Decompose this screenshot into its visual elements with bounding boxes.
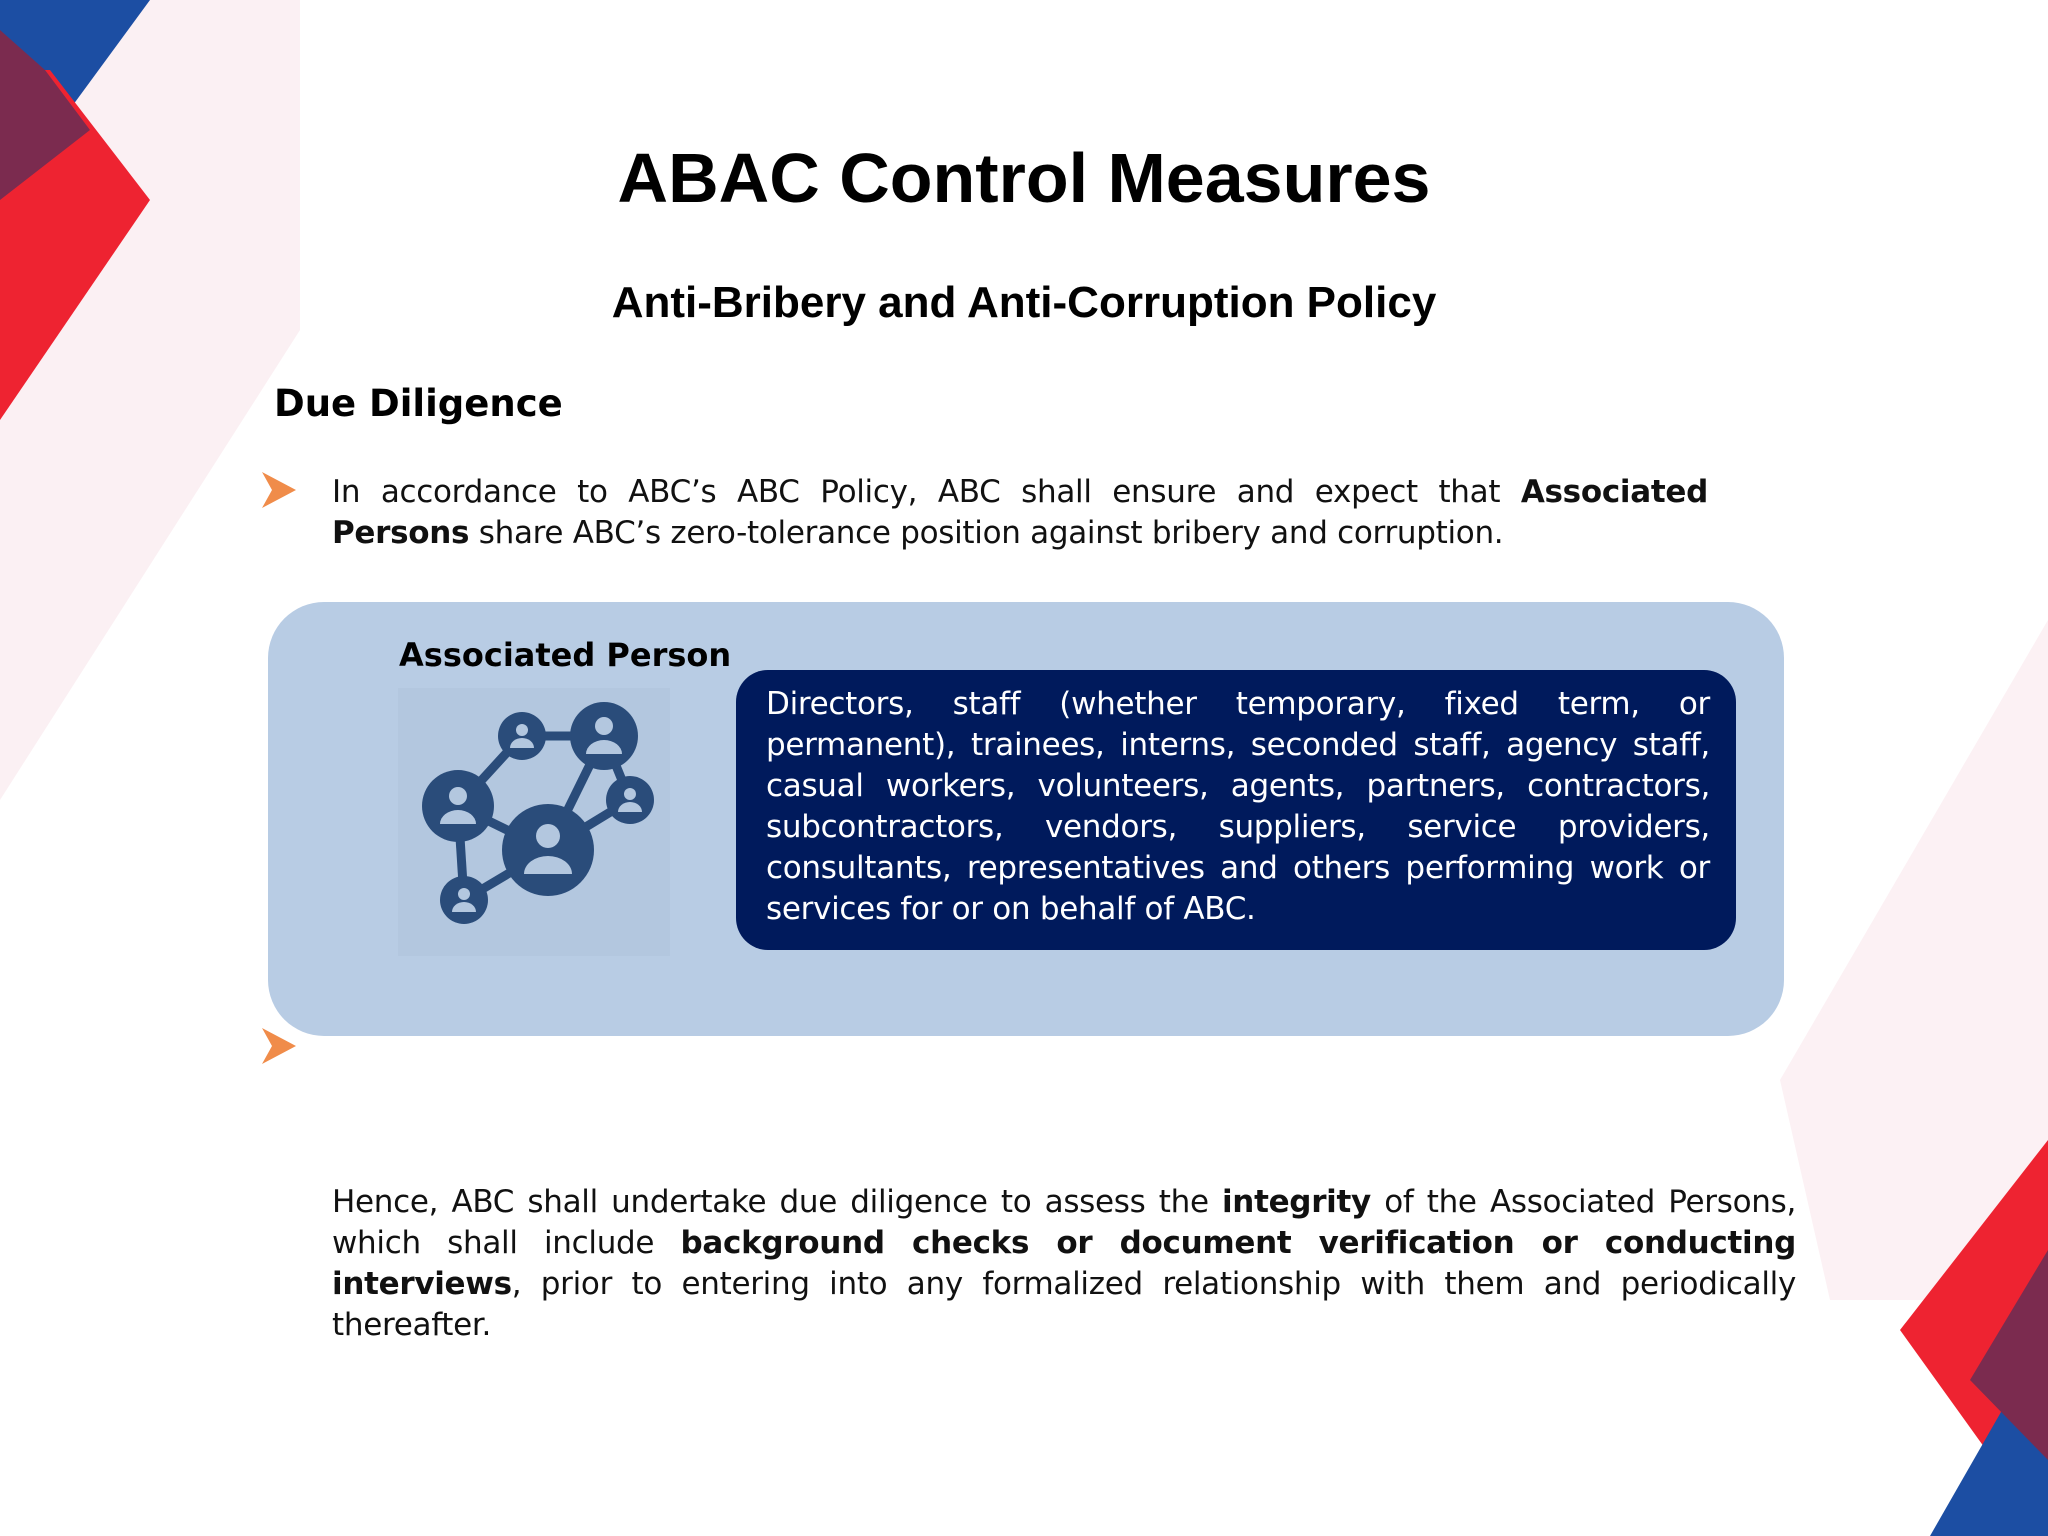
closing-text-3: , prior to entering into any formalized relationship with them and periodically thereafter. bbox=[332, 1266, 1796, 1343]
closing-bold-checks: background checks or document verification or conducting interviews bbox=[332, 1225, 1797, 1302]
associated-person-definition-box bbox=[736, 670, 1736, 950]
closing-text-1: Hence, ABC shall undertake due diligence to assess the bbox=[332, 1184, 1222, 1220]
network-people-icon bbox=[398, 688, 670, 956]
slide-subtitle: Anti-Bribery and Anti-Corruption Policy bbox=[611, 278, 1437, 327]
associated-person-label: Associated Person bbox=[399, 636, 732, 674]
closing-paragraph bbox=[332, 1182, 1796, 1346]
intro-paragraph bbox=[332, 472, 1708, 554]
network-people-icon-graphic bbox=[398, 688, 670, 956]
section-heading: Due Diligence bbox=[274, 382, 563, 425]
intro-text-before: In accordance to ABC’s ABC Policy, ABC shall ensure and expect that bbox=[332, 474, 1521, 510]
closing-text-2: of the Associated Persons, which shall include bbox=[332, 1184, 1796, 1261]
closing-bold-integrity: integrity bbox=[1221, 1184, 1371, 1220]
slide-title: ABAC Control Measures bbox=[617, 139, 1431, 217]
associated-person-definition: Directors, staff (whether temporary, fixed term, or permanent), trainees, interns, seconded staff, agency staff, casual workers, volunteers, agents, partners, contractors, subcontractors, vendors, suppliers, service providers, consultants, representatives and others performing work or services for or on behalf of ABC. bbox=[766, 686, 1710, 927]
bullet-arrow-icon bbox=[262, 470, 298, 510]
bullet-arrow-icon bbox=[262, 1026, 298, 1066]
intro-text-after: share ABC’s zero-tolerance position against bribery and corruption. bbox=[469, 515, 1504, 551]
intro-bold-associated-persons: Associated Persons bbox=[332, 474, 1708, 551]
